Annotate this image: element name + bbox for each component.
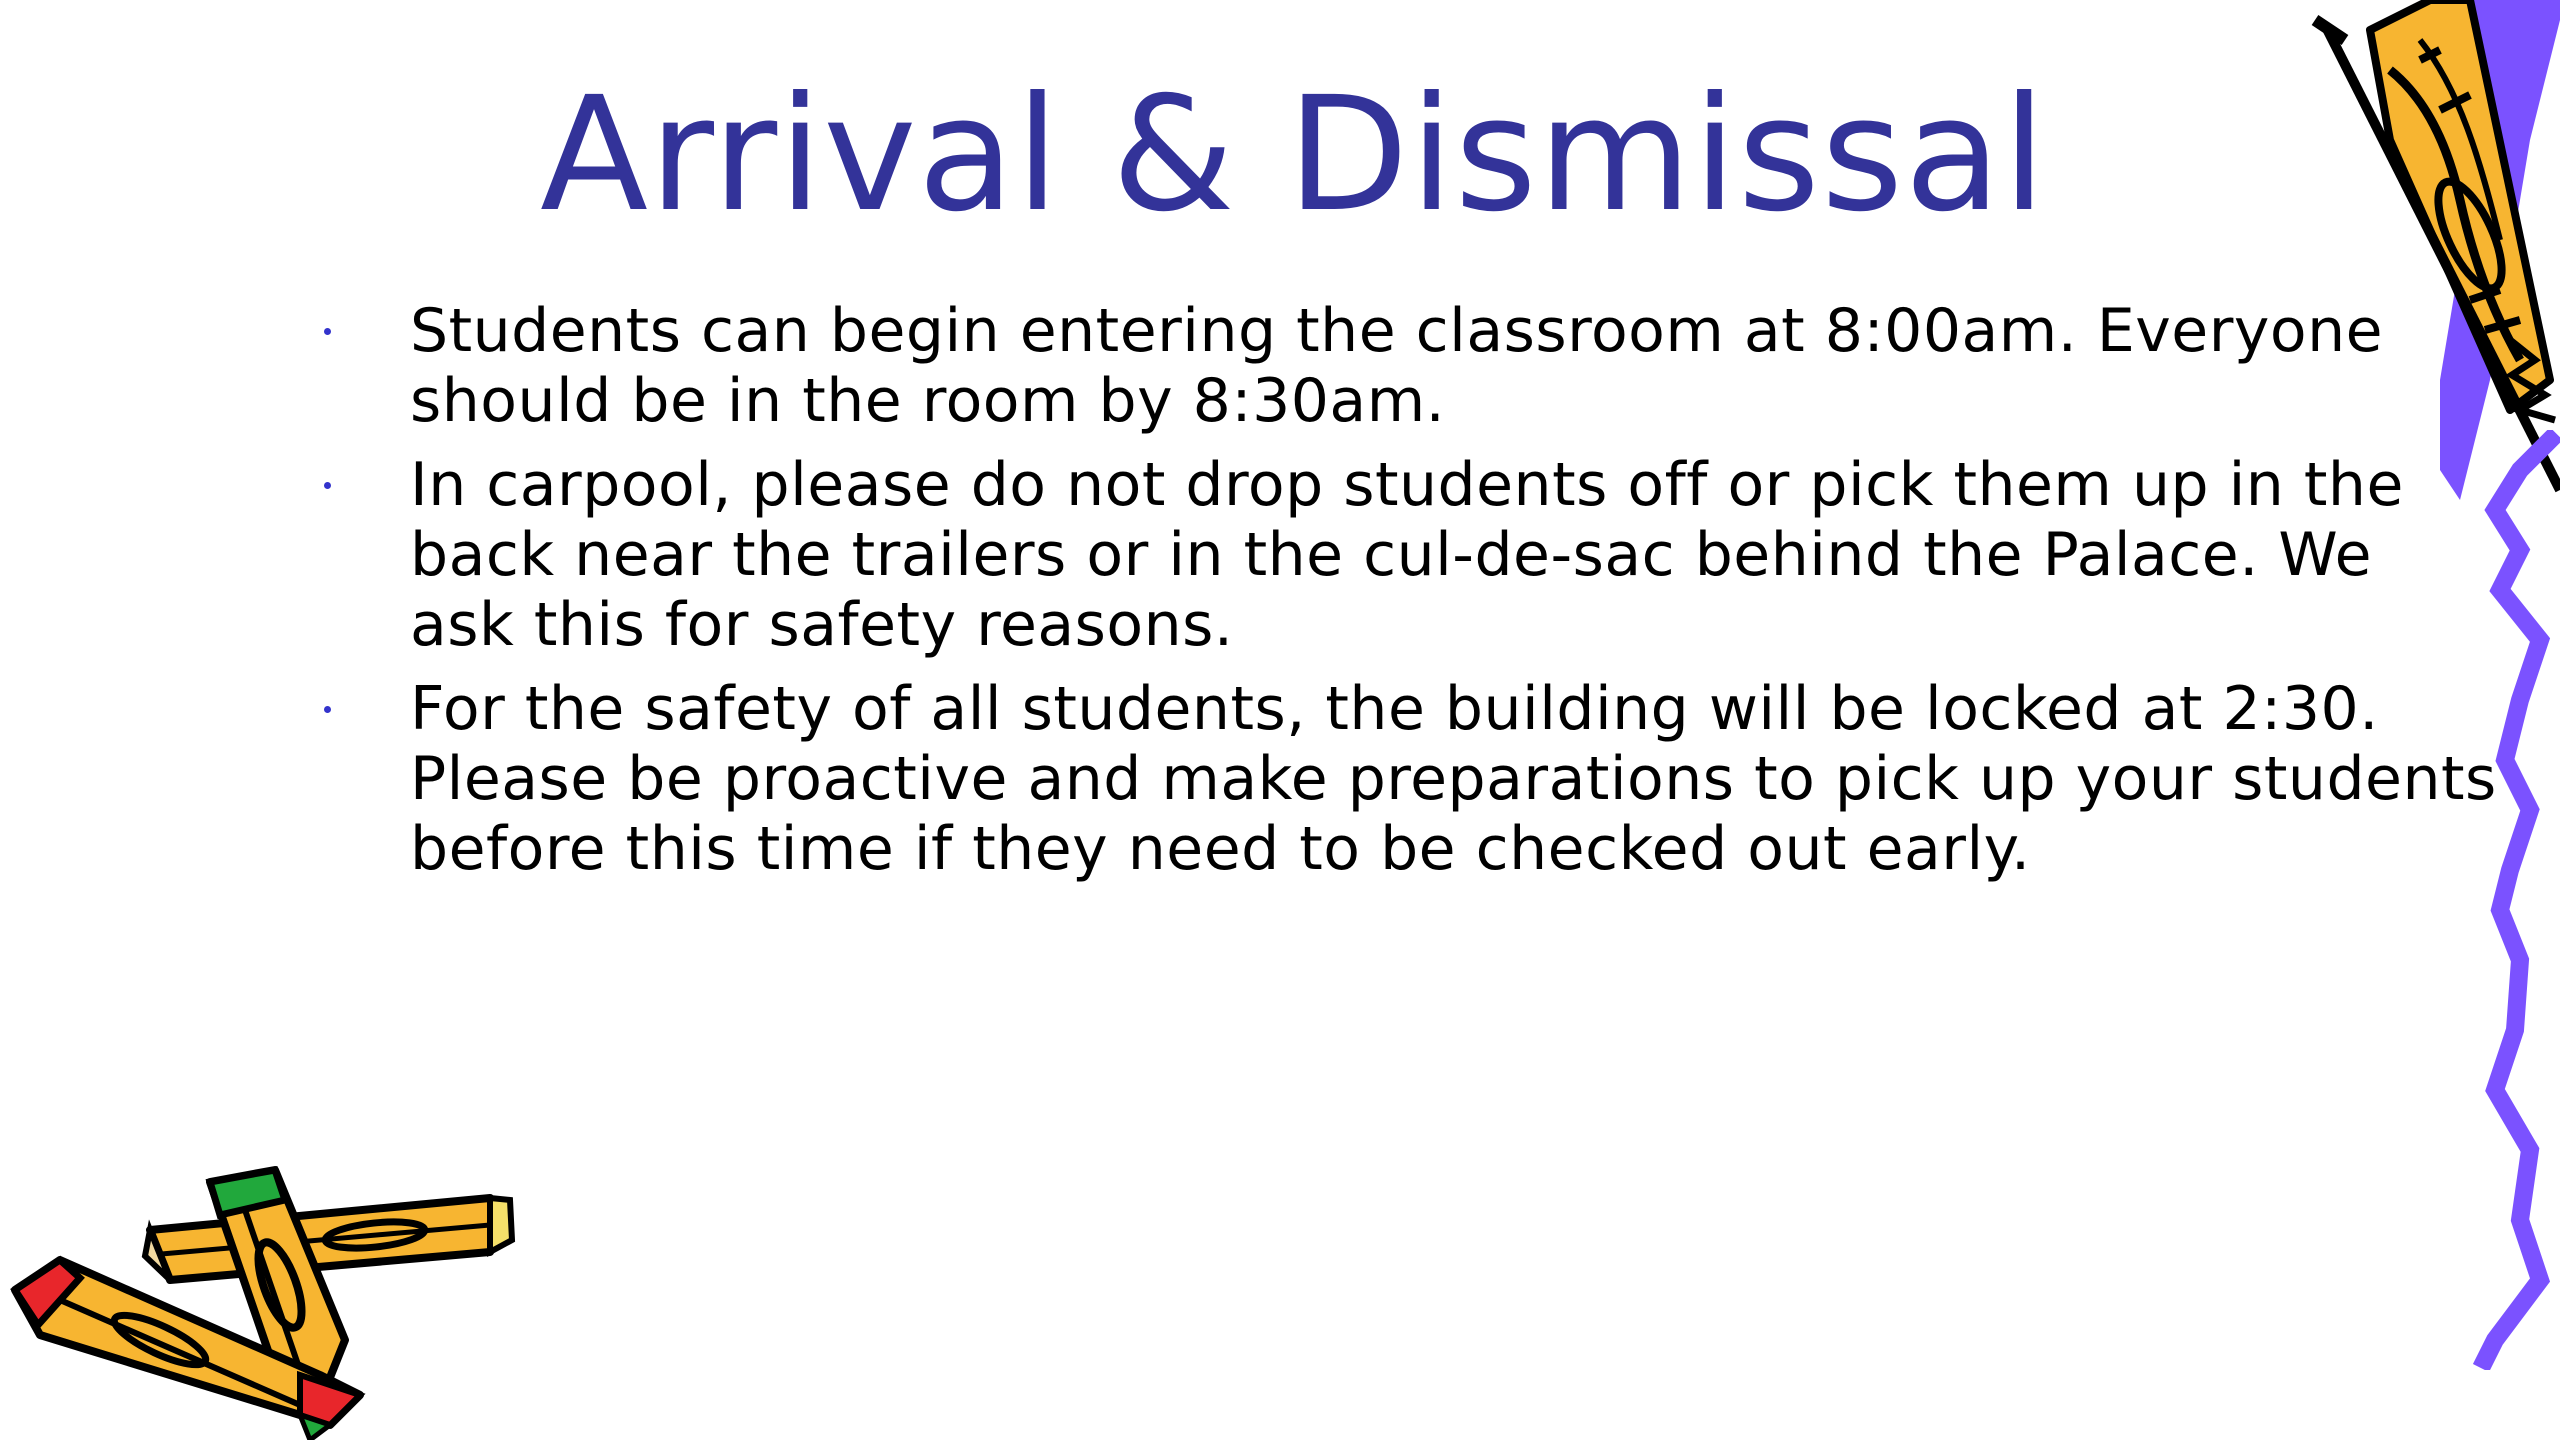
bullet-text-line: ask this for safety reasons.: [410, 590, 1234, 660]
bullet-text-line: before this time if they need to be checked out early.: [410, 814, 2031, 884]
purple-squiggle-icon: [2400, 430, 2560, 1370]
bullet-text-line: Please be proactive and make preparations to pick up your students: [410, 744, 2497, 814]
bullet-icon: [324, 328, 331, 335]
bullet-item-2: [310, 450, 2460, 660]
bullet-text-line: should be in the room by 8:30am.: [410, 366, 1446, 436]
bullet-text-line: In carpool, please do not drop students off or pick them up in the: [410, 450, 2404, 520]
bullet-text-line: For the safety of all students, the building will be locked at 2:30.: [410, 674, 2379, 744]
bullet-text-line: back near the trailers or in the cul-de-sac behind the Palace. We: [410, 520, 2373, 590]
bullet-icon: [324, 482, 331, 489]
bullet-list: [310, 296, 2497, 898]
bullet-icon: [324, 706, 331, 713]
bullet-item-1: [310, 296, 2460, 436]
crossed-pencils-icon: [0, 1160, 520, 1440]
bullet-item-3: [310, 674, 2497, 884]
slide-title: Arrival & Dismissal: [540, 63, 2048, 247]
bullet-text-line: Students can begin entering the classroom at 8:00am. Everyone: [410, 296, 2384, 366]
